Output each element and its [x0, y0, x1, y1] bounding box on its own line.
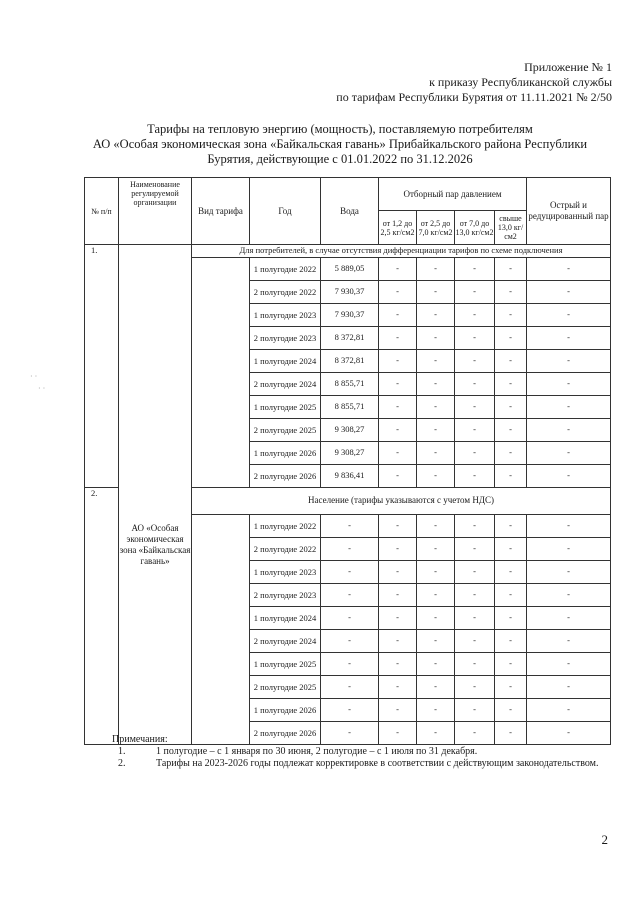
- header-pressure-3: от 7,0 до 13,0 кг/см2: [455, 211, 495, 245]
- tariff-kind-cell: [192, 258, 250, 488]
- cell-p2: -: [417, 373, 455, 396]
- cell-p2: -: [417, 258, 455, 281]
- cell-p4: -: [495, 396, 527, 419]
- appendix-header: [282, 60, 612, 105]
- cell-sharp: -: [527, 465, 611, 488]
- cell-period: 2 полугодие 2026: [250, 465, 321, 488]
- cell-water: -: [321, 630, 379, 653]
- header-water: Вода: [321, 178, 379, 245]
- cell-period: 1 полугодие 2023: [250, 561, 321, 584]
- cell-p4: -: [495, 373, 527, 396]
- section-2-title: Население (тарифы указываются с учетом НДС): [192, 488, 611, 515]
- cell-water: -: [321, 699, 379, 722]
- cell-p4: -: [495, 584, 527, 607]
- cell-p3: -: [455, 442, 495, 465]
- cell-p2: -: [417, 327, 455, 350]
- cell-p3: -: [455, 327, 495, 350]
- cell-p2: -: [417, 419, 455, 442]
- cell-p2: -: [417, 676, 455, 699]
- cell-p2: -: [417, 281, 455, 304]
- title-line-1: Тарифы на тепловую энергию (мощность), поставляемую потребителям: [147, 122, 533, 136]
- cell-p1: -: [379, 442, 417, 465]
- cell-p1: -: [379, 699, 417, 722]
- cell-sharp: -: [527, 561, 611, 584]
- cell-sharp: -: [527, 396, 611, 419]
- scan-artifact: · ·: [30, 372, 38, 381]
- note-2-text: Тарифы на 2023-2026 годы подлежат корректировке в соответствии с действующим законодательством.: [156, 758, 599, 769]
- scan-artifact: · ·: [38, 384, 46, 393]
- cell-water: 9 308,27: [321, 442, 379, 465]
- cell-p4: -: [495, 561, 527, 584]
- cell-period: 1 полугодие 2023: [250, 304, 321, 327]
- cell-p4: -: [495, 607, 527, 630]
- cell-sharp: -: [527, 653, 611, 676]
- cell-p1: -: [379, 653, 417, 676]
- cell-p2: -: [417, 607, 455, 630]
- cell-p2: -: [417, 722, 455, 745]
- header-sharp-steam: Острый и редуцированный пар: [527, 178, 611, 245]
- cell-sharp: -: [527, 304, 611, 327]
- appendix-line-1: Приложение № 1: [524, 60, 612, 74]
- cell-sharp: -: [527, 538, 611, 561]
- cell-period: 1 полугодие 2022: [250, 515, 321, 538]
- cell-p3: -: [455, 515, 495, 538]
- header-pressure-1: от 1,2 до 2,5 кг/см2: [379, 211, 417, 245]
- cell-p4: -: [495, 515, 527, 538]
- cell-sharp: -: [527, 630, 611, 653]
- header-year: Год: [250, 178, 321, 245]
- cell-p1: -: [379, 327, 417, 350]
- cell-p2: -: [417, 653, 455, 676]
- page-number: 2: [601, 832, 608, 847]
- notes: [112, 734, 612, 770]
- cell-period: 1 полугодие 2026: [250, 442, 321, 465]
- cell-p1: -: [379, 258, 417, 281]
- cell-sharp: -: [527, 281, 611, 304]
- cell-water: -: [321, 538, 379, 561]
- cell-period: 2 полугодие 2025: [250, 419, 321, 442]
- header-num: № п/п: [85, 178, 119, 245]
- cell-p3: -: [455, 350, 495, 373]
- cell-p3: -: [455, 396, 495, 419]
- cell-p1: -: [379, 538, 417, 561]
- tariff-kind-cell: [192, 515, 250, 745]
- cell-sharp: -: [527, 722, 611, 745]
- cell-period: 2 полугодие 2023: [250, 584, 321, 607]
- cell-p1: -: [379, 304, 417, 327]
- cell-p1: -: [379, 722, 417, 745]
- cell-p1: -: [379, 676, 417, 699]
- cell-sharp: -: [527, 350, 611, 373]
- cell-water: -: [321, 584, 379, 607]
- cell-p3: -: [455, 676, 495, 699]
- cell-period: 1 полугодие 2025: [250, 653, 321, 676]
- section-2-number: 2.: [85, 488, 119, 745]
- cell-water: -: [321, 515, 379, 538]
- cell-p2: -: [417, 304, 455, 327]
- cell-p2: -: [417, 699, 455, 722]
- cell-p3: -: [455, 607, 495, 630]
- cell-p3: -: [455, 699, 495, 722]
- cell-sharp: -: [527, 699, 611, 722]
- cell-water: 8 372,81: [321, 327, 379, 350]
- cell-p2: -: [417, 630, 455, 653]
- cell-water: 7 930,37: [321, 281, 379, 304]
- cell-p4: -: [495, 350, 527, 373]
- cell-period: 2 полугодие 2024: [250, 373, 321, 396]
- cell-p2: -: [417, 442, 455, 465]
- cell-period: 2 полугодие 2022: [250, 281, 321, 304]
- cell-p2: -: [417, 538, 455, 561]
- cell-sharp: -: [527, 442, 611, 465]
- cell-p4: -: [495, 465, 527, 488]
- cell-water: 8 855,71: [321, 396, 379, 419]
- cell-water: 7 930,37: [321, 304, 379, 327]
- cell-p1: -: [379, 584, 417, 607]
- cell-p2: -: [417, 584, 455, 607]
- cell-p4: -: [495, 327, 527, 350]
- cell-sharp: -: [527, 676, 611, 699]
- cell-period: 2 полугодие 2025: [250, 676, 321, 699]
- section-1-number: 1.: [85, 245, 119, 488]
- cell-sharp: -: [527, 373, 611, 396]
- cell-water: 8 855,71: [321, 373, 379, 396]
- header-pressure-2: от 2,5 до 7,0 кг/см2: [417, 211, 455, 245]
- cell-sharp: -: [527, 584, 611, 607]
- cell-period: 2 полугодие 2022: [250, 538, 321, 561]
- title-line-3: Бурятия, действующие с 01.01.2022 по 31.12.2026: [207, 152, 473, 166]
- cell-p3: -: [455, 584, 495, 607]
- header-steam-group: Отборный пар давлением: [379, 178, 527, 211]
- cell-period: 2 полугодие 2023: [250, 327, 321, 350]
- cell-p2: -: [417, 561, 455, 584]
- cell-p3: -: [455, 304, 495, 327]
- cell-period: 1 полугодие 2022: [250, 258, 321, 281]
- tariff-table: [84, 177, 611, 745]
- note-2: [112, 758, 612, 770]
- cell-p1: -: [379, 607, 417, 630]
- cell-p4: -: [495, 442, 527, 465]
- note-1: [112, 746, 612, 758]
- header-kind: Вид тарифа: [192, 178, 250, 245]
- note-1-number: 1.: [118, 746, 126, 757]
- section-row: [85, 245, 611, 258]
- appendix-line-2: к приказу Республиканской службы: [429, 75, 612, 89]
- cell-p3: -: [455, 630, 495, 653]
- cell-p4: -: [495, 630, 527, 653]
- cell-p1: -: [379, 561, 417, 584]
- notes-heading: Примечания:: [112, 734, 168, 745]
- cell-p4: -: [495, 304, 527, 327]
- cell-period: 2 полугодие 2026: [250, 722, 321, 745]
- cell-p4: -: [495, 538, 527, 561]
- cell-p2: -: [417, 396, 455, 419]
- note-1-text: 1 полугодие – с 1 января по 30 июня, 2 полугодие – с 1 июля по 31 декабря.: [156, 746, 478, 757]
- cell-water: 9 836,41: [321, 465, 379, 488]
- cell-period: 2 полугодие 2024: [250, 630, 321, 653]
- cell-p2: -: [417, 515, 455, 538]
- cell-period: 1 полугодие 2025: [250, 396, 321, 419]
- cell-sharp: -: [527, 327, 611, 350]
- cell-p3: -: [455, 653, 495, 676]
- section-1-title: Для потребителей, в случае отсутствия дифференциации тарифов по схеме подключения: [192, 245, 611, 258]
- cell-p4: -: [495, 722, 527, 745]
- cell-period: 1 полугодие 2024: [250, 350, 321, 373]
- tariff-table-body: [85, 245, 611, 745]
- cell-water: -: [321, 722, 379, 745]
- cell-p3: -: [455, 373, 495, 396]
- organization-name: АО «Особая экономическая зона «Байкальская гавань»: [119, 245, 192, 745]
- cell-p4: -: [495, 653, 527, 676]
- cell-p3: -: [455, 281, 495, 304]
- cell-sharp: -: [527, 258, 611, 281]
- cell-p1: -: [379, 373, 417, 396]
- cell-p3: -: [455, 419, 495, 442]
- cell-p3: -: [455, 258, 495, 281]
- header-pressure-4: свыше 13,0 кг/см2: [495, 211, 527, 245]
- cell-p2: -: [417, 465, 455, 488]
- cell-water: -: [321, 561, 379, 584]
- cell-p1: -: [379, 281, 417, 304]
- cell-water: -: [321, 653, 379, 676]
- note-2-number: 2.: [118, 758, 126, 769]
- cell-p4: -: [495, 676, 527, 699]
- cell-water: -: [321, 607, 379, 630]
- cell-p1: -: [379, 630, 417, 653]
- cell-p4: -: [495, 258, 527, 281]
- document-title: [90, 122, 590, 167]
- cell-p1: -: [379, 350, 417, 373]
- cell-p4: -: [495, 699, 527, 722]
- cell-p1: -: [379, 515, 417, 538]
- cell-p4: -: [495, 419, 527, 442]
- cell-period: 1 полугодие 2026: [250, 699, 321, 722]
- cell-water: 8 372,81: [321, 350, 379, 373]
- cell-water: 9 308,27: [321, 419, 379, 442]
- cell-water: -: [321, 676, 379, 699]
- cell-water: 5 889,05: [321, 258, 379, 281]
- cell-p2: -: [417, 350, 455, 373]
- title-line-2: АО «Особая экономическая зона «Байкальская гавань» Прибайкальского района Республики: [92, 137, 588, 151]
- cell-p3: -: [455, 722, 495, 745]
- cell-p3: -: [455, 561, 495, 584]
- appendix-line-3: по тарифам Республики Бурятия от 11.11.2021 № 2/50: [336, 90, 612, 104]
- cell-period: 1 полугодие 2024: [250, 607, 321, 630]
- cell-sharp: -: [527, 515, 611, 538]
- cell-p1: -: [379, 419, 417, 442]
- cell-p1: -: [379, 465, 417, 488]
- cell-p3: -: [455, 465, 495, 488]
- header-org: Наименование регулируемой организации: [119, 178, 192, 245]
- cell-p4: -: [495, 281, 527, 304]
- cell-p1: -: [379, 396, 417, 419]
- cell-p3: -: [455, 538, 495, 561]
- cell-sharp: -: [527, 607, 611, 630]
- cell-sharp: -: [527, 419, 611, 442]
